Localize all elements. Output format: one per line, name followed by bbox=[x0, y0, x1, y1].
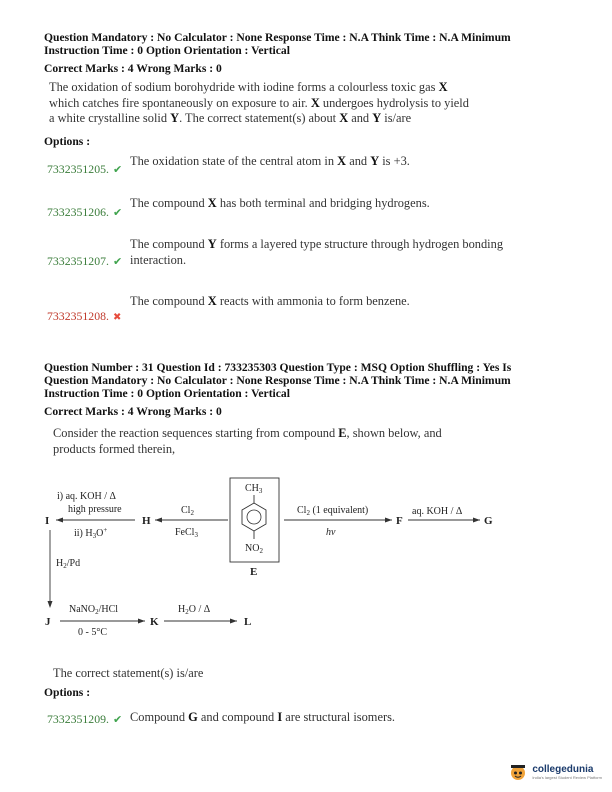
q30-stem: The oxidation of sodium borohydride with iodine forms a colourless toxic gas X which catches fire spontaneously on exposure to air. X undergoes hydrolysis to yield a white crystalline solid Y. The correct statement(s) about X and Y is/are bbox=[49, 80, 469, 125]
label-j: J bbox=[45, 616, 51, 628]
option-text: The compound Y forms a layered type structure through hydrogen bonding bbox=[130, 237, 504, 251]
label-h: H bbox=[142, 515, 151, 527]
reagent-ef-bot: hν bbox=[326, 527, 336, 538]
reagent-ih-3: ii) $H_3O^+$ bbox=[74, 526, 108, 540]
arrowhead bbox=[138, 619, 145, 624]
label-g: G bbox=[484, 515, 493, 527]
q31-header-line-3: Instruction Time : 0 Option Orientation : Vertical bbox=[44, 387, 290, 400]
q31-stem: Consider the reaction sequences starting from compound E, shown below, and products formed therein, bbox=[53, 426, 442, 456]
reagent-ih-1: i) aq. KOH / Δ bbox=[57, 491, 116, 502]
q30-header-line-2: Instruction Time : 0 Option Orientation : Vertical bbox=[44, 44, 290, 57]
reagent-ij: $H_2/Pd$ bbox=[56, 558, 81, 570]
option-text: The oxidation state of the central atom in X and Y is +3. bbox=[130, 154, 410, 168]
option-text-line2: interaction. bbox=[130, 253, 187, 267]
option-id: 7332351209. ✔ bbox=[47, 712, 123, 726]
label-f: F bbox=[396, 515, 403, 527]
q31-marks: Correct Marks : 4 Wrong Marks : 0 bbox=[44, 405, 222, 418]
brand-name: collegedunia bbox=[532, 764, 594, 775]
reagent-he-bot: FeCl$_3$ bbox=[175, 527, 198, 539]
reagent-jk-top: NaNO$_2$/HCl bbox=[69, 604, 119, 616]
check-icon: ✔ bbox=[112, 207, 123, 219]
reagent-fg-top: aq. KOH / Δ bbox=[412, 506, 463, 517]
collegedunia-logo[interactable] bbox=[508, 762, 602, 782]
check-icon: ✔ bbox=[112, 164, 123, 176]
option-text: The compound X reacts with ammonia to form benzene. bbox=[130, 294, 410, 308]
label-i: I bbox=[45, 515, 50, 527]
reagent-he-top: $Cl_2$ bbox=[181, 505, 194, 517]
option-text: Compound G and compound I are structural isomers. bbox=[130, 710, 395, 724]
no2-label: $NO_2$ bbox=[245, 543, 263, 555]
arrowhead bbox=[473, 518, 480, 523]
label-e: E bbox=[250, 566, 258, 578]
mascot-icon bbox=[508, 762, 528, 782]
q30-options-label: Options : bbox=[44, 135, 91, 148]
ch3-label: $CH_3$ bbox=[245, 483, 263, 495]
q31-header-line-1: Question Number : 31 Question Id : 733235303 Question Type : MSQ Option Shuffling : Yes Is bbox=[44, 361, 512, 374]
option-id: 7332351207. ✔ bbox=[47, 254, 123, 268]
q31-header-line-2: Question Mandatory : No Calculator : None Response Time : N.A Think Time : N.A Minimum bbox=[44, 374, 511, 387]
q30-header-line-1: Question Mandatory : No Calculator : None Response Time : N.A Think Time : N.A Minimum bbox=[44, 31, 511, 44]
arrowhead bbox=[230, 619, 237, 624]
benzene-ring bbox=[242, 503, 266, 531]
reagent-jk-bot: 0 - 5°C bbox=[78, 627, 107, 638]
option-id: 7332351208. ✖ bbox=[47, 309, 122, 323]
brand-tagline: India's largest Student Review Platform bbox=[532, 775, 602, 780]
q31-options-label: Options : bbox=[44, 686, 91, 699]
reagent-ih-2: high pressure bbox=[68, 504, 122, 515]
label-k: K bbox=[150, 616, 159, 628]
arrowhead bbox=[56, 518, 63, 523]
option-text: The compound X has both terminal and bridging hydrogens. bbox=[130, 196, 430, 210]
arrowhead bbox=[385, 518, 392, 523]
arrowhead bbox=[48, 601, 53, 608]
q30-marks: Correct Marks : 4 Wrong Marks : 0 bbox=[44, 62, 222, 75]
label-l: L bbox=[244, 616, 252, 628]
correct-statement-prompt: The correct statement(s) is/are bbox=[53, 666, 204, 680]
option-id: 7332351206. ✔ bbox=[47, 205, 123, 219]
check-icon: ✔ bbox=[112, 714, 123, 726]
reagent-kl-top: $H_2O$ / Δ bbox=[178, 604, 211, 616]
cross-icon: ✖ bbox=[112, 312, 122, 323]
option-id: 7332351205. ✔ bbox=[47, 162, 123, 176]
check-icon: ✔ bbox=[112, 256, 123, 268]
arrowhead bbox=[155, 518, 162, 523]
reagent-ef-top: $Cl_2$ (1 equivalent) bbox=[297, 505, 369, 517]
